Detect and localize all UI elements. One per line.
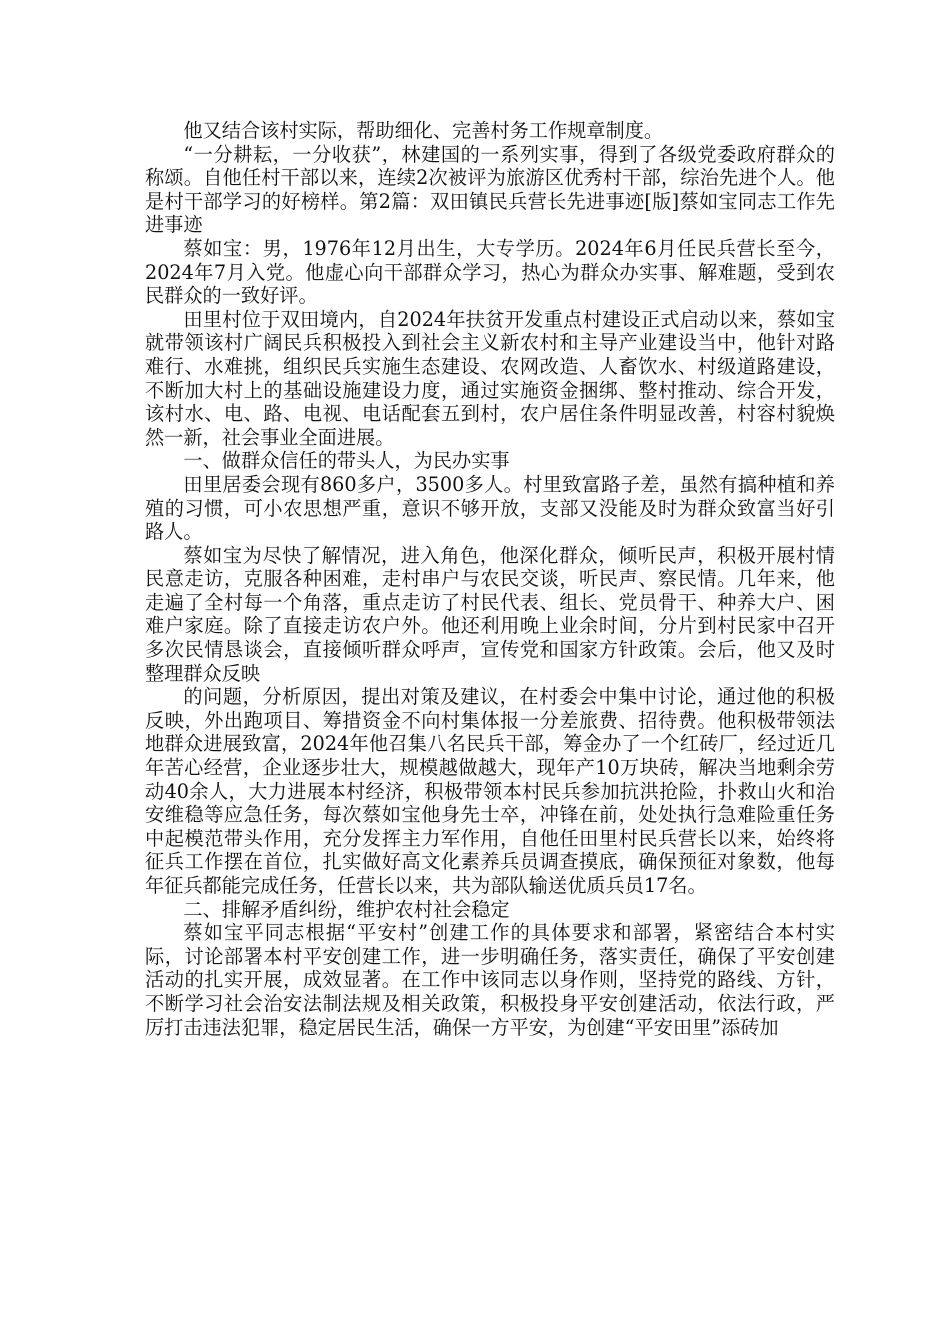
paragraph-8: 蔡如宝平同志根据“平安村”创建工作的具体要求和部署，紧密结合本村实际，讨论部署本村平安创建工作，进一步明确任务，落实责任，确保了平安创建活动的扎实开展，成效显著。在工作中该同志以身作则，坚持党的路线、方针，不断学习社会治安法制法规及相关政策，积极投身平安创建活动，依法行政，严厉打击违法犯罪，稳定居民生活，确保一方平安，为创建“平安田里”添砖加 — [145, 921, 835, 1039]
document-page — [145, 119, 835, 1039]
paragraph-1: 他又结合该村实际，帮助细化、完善村务工作规章制度。 — [183, 119, 664, 142]
paragraph-6: 蔡如宝为尽快了解情况，进入角色，他深化群众，倾听民声，积极开展村情民意走访，克服各种困难，走村串户与农民交谈，听民声、察民情。几年来，他走遍了全村每一个角落，重点走访了村民代表、组长、党员骨干、种养大户、困难户家庭。除了直接走访农户外。他还利用晚上业余时间，分片到村民家中召开多次民情恳谈会，直接倾听群众呼声，宣传党和国家方针政策。会后，他又及时整理群众反映 — [145, 543, 835, 685]
paragraph-7: 的问题，分析原因，提出对策及建议，在村委会中集中讨论，通过他的积极反映，外出跑项目、筹措资金不向村集体报一分差旅费、招待费。他积极带领法地群众进展致富，2024年他召集八名民兵干部，筹金办了一个红砖厂，经过近几年苦心经营，企业逐步壮大，规模越做越大，现年产10万块砖，解决当地剩余劳动40余人，大力进展本村经济，积极带领本村民兵参加抗洪抢险，扑救山火和治安维稳等应急任务，每次蔡如宝他身先士卒，冲锋在前，处处执行急难险重任务中起模范带头作用，充分发挥主力军作用，自他任田里村民兵营长以来，始终将征兵工作摆在首位，扎实做好高文化素养兵员调查摸底，确保预征对象数，他每年征兵都能完成任务，任营长以来，共为部队输送优质兵员17名。 — [145, 685, 835, 897]
section-heading-2: 二、排解矛盾纠纷，维护农村社会稳定 — [183, 897, 510, 921]
section-heading-1: 一、做群众信任的带头人，为民办实事 — [183, 449, 510, 473]
paragraph-3: 蔡如宝：男，1976年12月出生，大专学历。2024年6月任民兵营长至今，2024年7月入党。他虚心向干部群众学习，热心为群众办实事、解难题，受到农民群众的一致好评。 — [145, 236, 835, 308]
paragraph-2: “一分耕耘，一分收获”，林建国的一系列实事，得到了各级党委政府群众的称颂。自他任村干部以来，连续2次被评为旅游区优秀村干部，综治先进个人。他是村干部学习的好榜样。第2篇：双田镇民兵营长先进事迹[版]蔡如宝同志工作先进事迹 — [145, 142, 835, 237]
paragraph-5: 田里居委会现有860多户，3500多人。村里致富路子差，虽然有搞种植和养殖的习惯，可小农思想严重，意识不够开放，支部又没能及时为群众致富当好引路人。 — [145, 472, 835, 544]
paragraph-4: 田里村位于双田境内，自2024年扶贫开发重点村建设正式启动以来，蔡如宝就带领该村广阔民兵积极投入到社会主义新农村和主导产业建设当中，他针对路难行、水难挑，组织民兵实施生态建设、农网改造、人畜饮水、村级道路建设，不断加大村上的基础设施建设力度，通过实施资金捆绑、整村推动、综合开发，该村水、电、路、电视、电话配套五到村，农户居住条件明显改善，村容村貌焕然一新，社会事业全面进展。 — [145, 307, 835, 449]
